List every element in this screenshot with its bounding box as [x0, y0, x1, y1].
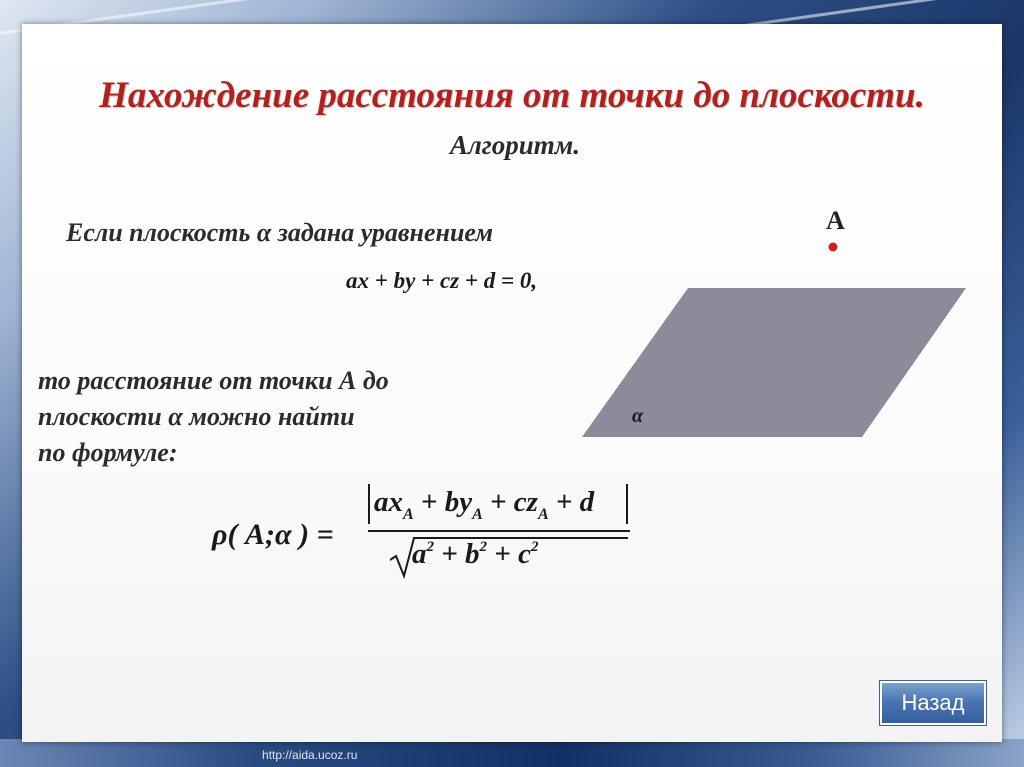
plane-label: α — [632, 405, 644, 427]
den-term: c — [518, 538, 531, 570]
num-operator: + — [555, 486, 573, 518]
eq-term: ax — [346, 268, 369, 293]
plane-diagram — [576, 200, 976, 445]
formula-arg: A; — [244, 518, 275, 551]
formula-numerator — [374, 486, 595, 523]
abs-bar-right — [626, 484, 628, 524]
num-subscript: A — [403, 506, 414, 523]
eq-operator: + — [421, 268, 435, 293]
footer-band — [0, 739, 1024, 767]
slide-subtitle: Алгоритм. — [449, 130, 581, 160]
num-term: by — [444, 486, 473, 518]
fraction-line — [368, 530, 630, 532]
eq-rhs: 0, — [519, 268, 538, 293]
back-button[interactable]: Назад — [880, 681, 986, 725]
body-line-3: по формуле: — [38, 438, 178, 467]
plane-equation — [346, 268, 537, 294]
num-operator: + — [420, 486, 438, 518]
eq-term: by — [393, 268, 416, 293]
num-term: ax — [374, 486, 403, 518]
den-operator: + — [441, 538, 458, 570]
num-subscript: A — [537, 506, 549, 523]
den-exponent: 2 — [479, 539, 488, 555]
alpha-symbol: α — [274, 518, 292, 551]
eq-term: d — [483, 268, 496, 293]
intro-text: Если плоскость α задана уравнением — [66, 218, 494, 247]
rho-symbol: ρ — [212, 518, 228, 551]
num-operator: + — [490, 486, 507, 518]
point-label: A — [826, 206, 845, 235]
slide-title: Нахождение расстояния от точки до плоскости. — [99, 75, 925, 116]
eq-operator: + — [374, 268, 388, 293]
den-exponent: 2 — [530, 539, 539, 555]
formula-lparen: ( — [227, 518, 238, 551]
body-line-1: то расстояние от точки А до — [38, 366, 389, 395]
eq-equals: = — [500, 268, 515, 293]
eq-operator: + — [464, 268, 478, 293]
num-term: cz — [513, 486, 538, 518]
den-term: a — [412, 538, 427, 570]
num-term: d — [579, 486, 595, 518]
point-a-marker — [829, 243, 838, 252]
den-exponent: 2 — [426, 539, 434, 555]
formula-lhs — [212, 518, 334, 552]
eq-term: cz — [439, 268, 460, 293]
den-term: b — [465, 538, 480, 570]
formula-denominator — [412, 538, 538, 571]
body-line-2: плоскости α можно найти — [38, 402, 355, 431]
den-operator: + — [494, 538, 511, 570]
formula-rparen: ) — [299, 518, 310, 551]
num-subscript: A — [472, 506, 483, 523]
formula-equals: = — [316, 518, 334, 551]
footer-url: http://aida.ucoz.ru — [262, 748, 358, 762]
abs-bar-left — [368, 484, 370, 524]
